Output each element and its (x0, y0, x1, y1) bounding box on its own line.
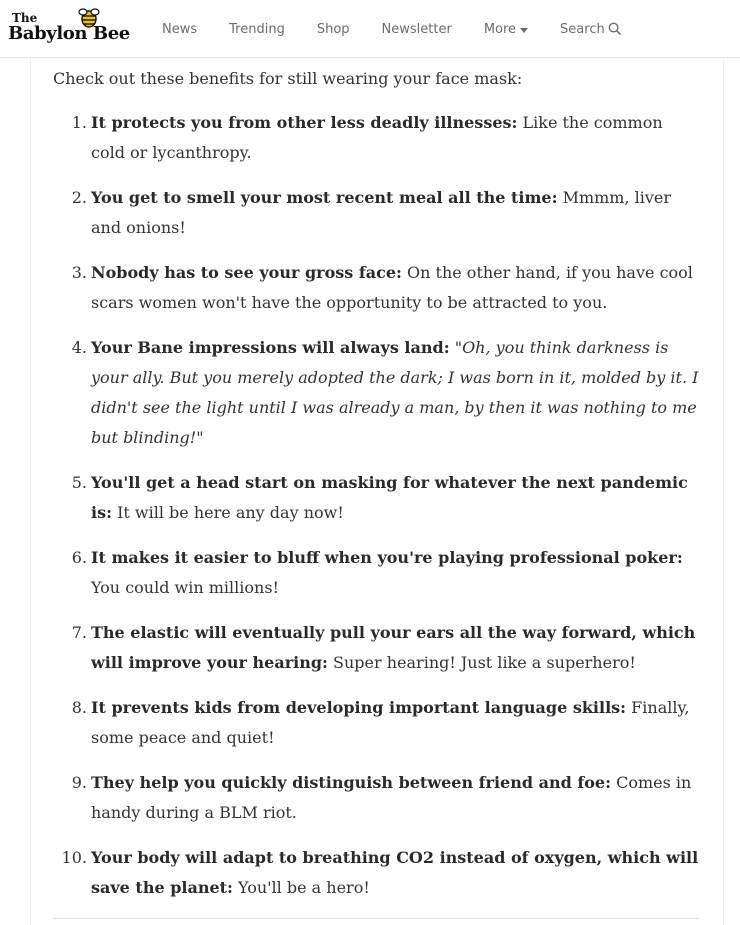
nav-news[interactable]: News (162, 21, 198, 37)
list-item (71, 108, 701, 168)
list-item (71, 543, 701, 603)
nav-more-label: More (483, 21, 517, 37)
main-nav (162, 0, 621, 58)
list-number: 3. (71, 263, 87, 282)
item-text: Comes in handy during a BLM riot. (91, 773, 692, 822)
caret-down-icon (520, 28, 528, 33)
item-text: You'll be a hero! (232, 878, 370, 897)
item-heading: It makes it easier to bluff when you're playing professional poker: (91, 548, 683, 567)
list-number: 10. (61, 848, 87, 867)
section-divider (53, 918, 699, 919)
list-number: 6. (71, 548, 87, 567)
item-heading: It protects you from other less deadly illnesses: (91, 113, 518, 132)
nav-search[interactable] (560, 22, 621, 37)
item-heading: Nobody has to see your gross face: (91, 263, 402, 282)
item-text: It will be here any day now! (112, 503, 344, 522)
nav-shop[interactable]: Shop (316, 21, 350, 37)
list-number: 5. (71, 473, 87, 492)
site-logo[interactable] (8, 8, 134, 48)
nav-search-label: Search (560, 21, 605, 37)
item-heading: You'll get a head start on masking for whatever the next pandemic is: (91, 473, 688, 522)
item-heading: Your body will adapt to breathing CO2 instead of oxygen, which will save the planet: (91, 848, 699, 897)
item-text: Super hearing! Just like a superhero! (327, 653, 636, 672)
article-body (30, 58, 724, 925)
item-quote-open: " (449, 338, 463, 357)
list-number: 4. (71, 338, 87, 357)
top-navigation-bar (0, 0, 740, 58)
list-number: 7. (71, 623, 87, 642)
item-quote-close: " (196, 428, 204, 447)
list-item (61, 843, 701, 903)
search-icon (608, 22, 621, 35)
item-text: Mmmm, liver and onions! (91, 188, 672, 237)
list-item (71, 183, 701, 243)
list-item (71, 333, 701, 453)
list-item (71, 693, 701, 753)
nav-more[interactable] (484, 22, 528, 37)
logo-the-text: The (12, 11, 38, 25)
item-heading: It prevents kids from developing important language skills: (91, 698, 627, 717)
nav-trending[interactable]: Trending (229, 21, 285, 37)
list-item (71, 618, 701, 678)
list-item (71, 768, 701, 828)
item-heading: They help you quickly distinguish between friend and foe: (91, 773, 612, 792)
item-text: On the other hand, if you have cool scars women won't have the opportunity to be attracted to you. (91, 263, 693, 312)
list-item (71, 468, 701, 528)
item-heading: The elastic will eventually pull your ears all the way forward, which will improve your hearing: (91, 623, 696, 672)
logo-name-text: Babylon Bee (8, 23, 130, 44)
item-text: Finally, some peace and quiet! (91, 698, 690, 747)
list-number: 1. (71, 113, 87, 132)
list-number: 2. (71, 188, 87, 207)
article-intro: Check out these benefits for still wearing your face mask: (53, 69, 523, 88)
item-heading: You get to smell your most recent meal all the time: (91, 188, 558, 207)
list-number: 9. (71, 773, 87, 792)
nav-newsletter[interactable]: Newsletter (381, 21, 452, 37)
list-item (71, 258, 701, 318)
item-text: Like the common cold or lycanthropy. (91, 113, 663, 162)
item-heading: Your Bane impressions will always land: (91, 338, 450, 357)
item-quote: Oh, you think darkness is your ally. But you merely adopted the dark; I was born in it, molded by it. I didn't see the light until I was already a man, by then it was nothing to me but blinding! (91, 338, 699, 447)
benefits-list (61, 108, 701, 918)
item-text: You could win millions! (91, 578, 279, 597)
list-number: 8. (71, 698, 87, 717)
